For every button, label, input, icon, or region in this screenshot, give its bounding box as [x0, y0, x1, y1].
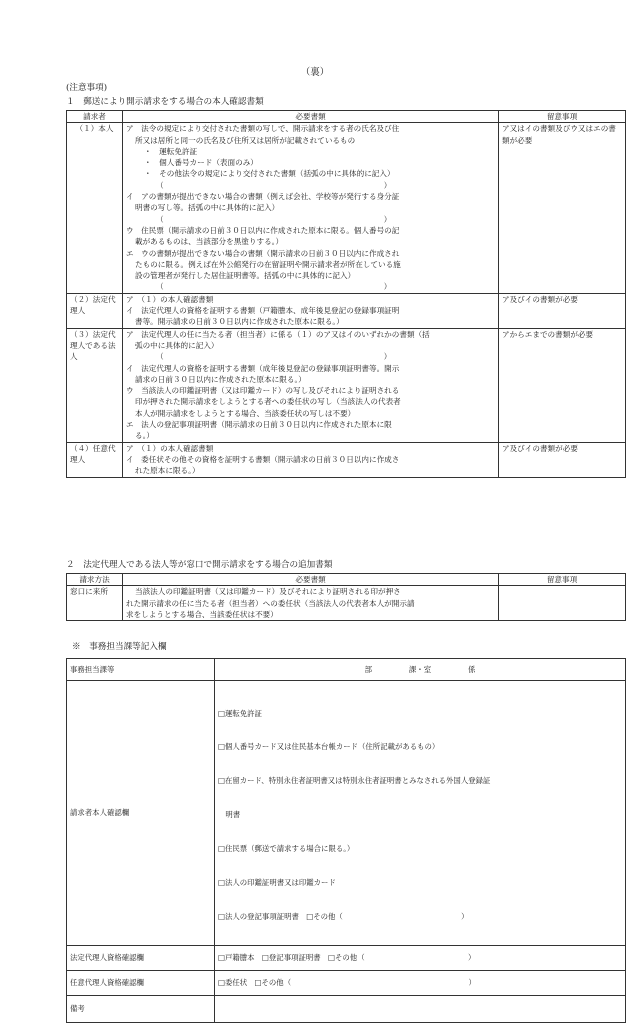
page-title: （裏）	[300, 67, 330, 78]
header-required-docs: 必要書類	[123, 574, 499, 586]
table-row	[67, 586, 626, 621]
table-row	[67, 123, 626, 293]
requester-cell: （４）任意代理人	[67, 442, 123, 477]
header-notes: 留意事項	[499, 111, 626, 123]
identity-documents-table	[66, 110, 626, 478]
table-row	[67, 995, 626, 1022]
table-row	[67, 945, 626, 970]
additional-documents-table	[66, 573, 626, 621]
table-header-row	[67, 111, 626, 123]
notes-cell: ア及びイの書類が必要	[499, 293, 626, 328]
requester-cell: （２）法定代理人	[67, 293, 123, 328]
identity-check-label: 請求者本人確認欄	[67, 681, 215, 946]
requester-cell: （１）本人	[67, 123, 123, 293]
header-method: 請求方法	[67, 574, 123, 586]
required-docs-cell: 当該法人の印鑑証明書（又は印鑑カード）及びそれにより証明される印が押さ れた開示請求の任に当たる者（担当者）への委任状（当該法人の代表者本人が開示請 求をしようとする場合、当該委任状は不要）	[123, 586, 499, 621]
table-row	[67, 442, 626, 477]
notes-cell: ア又はイの書類及びウ又はエの書類が必要	[499, 123, 626, 293]
required-docs-cell: ア 法令の規定により交付された書類の写しで、開示請求をする者の氏名及び住 所又は居所と同一の氏名及び住所又は居所が記載されているもの ・ 運転免許証 ・ 個人番号カード（表面のみ） ・ その他法令の規定により交付された書類（括弧の中に具体的に記入） （ ） イ アの書類が提出できない場合の書類（例えば会社、学校等が発行する身分証 明書の写し等。括弧の中に具体的に記入） （ ） ウ 住民票（開示請求の日前３０日以内に作成された原本に限る。個人番号の記 載があるものは、当該部分を黒塗りする。） エ ウの書類が提出できない場合の書類（開示請求の日前３０日以内に作成され たものに限る。例えば在外公館発行の在留証明や開示請求者が所在している施 設の管理者が発行した居住証明書等。括弧の中に具体的に記入） （ ）	[123, 123, 499, 293]
voluntary-agent-check-options: □委任状 □その他（ ）	[215, 970, 626, 995]
dept-row	[67, 659, 626, 681]
table-row	[67, 681, 626, 946]
notes-cell: アからエまでの書類が必要	[499, 328, 626, 442]
legal-agent-check-options: □戸籍謄本 □登記事項証明書 □その他（ ）	[215, 945, 626, 970]
dept-label: 事務担当課等	[67, 659, 215, 681]
section2-heading: ２ 法定代理人である法人等が窓口で開示請求をする場合の追加書類	[66, 560, 333, 570]
dept-value: 部 課・室 係	[215, 659, 626, 681]
notes-cell	[499, 586, 626, 621]
legal-agent-check-label: 法定代理人資格確認欄	[67, 945, 215, 970]
section1-heading: １ 郵送により開示請求をする場合の本人確認書類	[66, 97, 264, 107]
remarks-label: 備考	[67, 995, 215, 1022]
header-required-docs: 必要書類	[123, 111, 499, 123]
section3-heading: ※ 事務担当課等記入欄	[72, 642, 167, 652]
method-cell: 窓口に来所	[67, 586, 123, 621]
table-row	[67, 970, 626, 995]
identity-check-options: □運転免許証 □個人番号カード又は住民基本台帳カード（住所記載があるもの） □在留カード、特別永住者証明書又は特別永住者証明書とみなされる外国人登録証 明書 □住民票（郵送で請求する場合に限る。） □法人の印鑑証明書又は印鑑カード □法人の登記事項証明書 □その他（ ）	[215, 681, 626, 946]
header-requester: 請求者	[67, 111, 123, 123]
notes-cell: ア及びイの書類が必要	[499, 442, 626, 477]
requester-cell: （３）法定代理人である法人	[67, 328, 123, 442]
required-docs-cell: ア （１）の本人確認書類 イ 委任状その他その資格を証明する書類（開示請求の日前３０日以内に作成さ れた原本に限る。）	[123, 442, 499, 477]
table-header-row	[67, 574, 626, 586]
remarks-value	[215, 995, 626, 1022]
notes-title: (注意事項)	[66, 83, 108, 93]
voluntary-agent-check-label: 任意代理人資格確認欄	[67, 970, 215, 995]
table-row	[67, 293, 626, 328]
table-row	[67, 328, 626, 442]
required-docs-cell: ア 法定代理人の任に当たる者（担当者）に係る（１）のア又はイのいずれかの書類（括 弧の中に具体的に記入） （ ） イ 法定代理人の資格を証明する書類（成年後見登記の登録事項証明書等。開示 請求の日前３０日以内に作成された原本に限る。） ウ 当該法人の印鑑証明書（又は印鑑カード）の写し及びそれにより証明される 印が押された開示請求をしようとする者への委任状の写し（当該法人の代表者 本人が開示請求をしようとする場合、当該委任状の写しは不要） エ 法人の登記事項証明書（開示請求の日前３０日以内に作成された原本に限 る。）	[123, 328, 499, 442]
office-use-table	[66, 658, 626, 1023]
required-docs-cell: ア （１）の本人確認書類 イ 法定代理人の資格を証明する書類（戸籍謄本、成年後見登記の登録事項証明 書等。開示請求の日前３０日以内に作成された原本に限る。）	[123, 293, 499, 328]
header-notes: 留意事項	[499, 574, 626, 586]
